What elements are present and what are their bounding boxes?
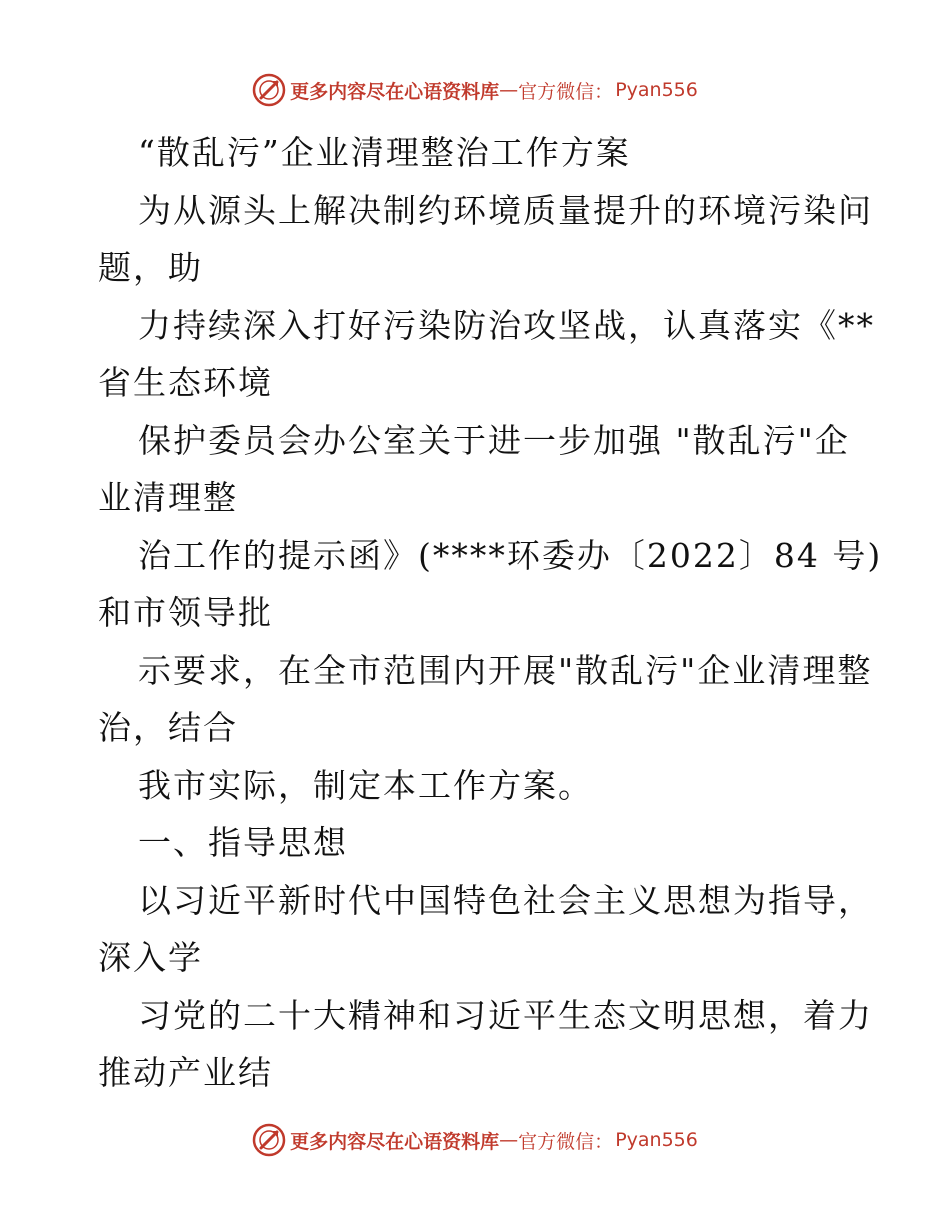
paragraph-line: 治，结合 xyxy=(98,708,238,747)
document-title: “散乱污”企业清理整治工作方案 xyxy=(138,133,631,172)
footer-banner xyxy=(0,1120,950,1160)
banner-wechat-label: 官方微信： xyxy=(518,80,614,103)
seal-logo-icon xyxy=(252,1123,286,1157)
paragraph-line: 深入学 xyxy=(98,938,203,977)
banner-dash: — xyxy=(499,79,519,101)
header-banner xyxy=(0,70,950,110)
paragraph-line: 治工作的提示函》(****环委办〔2022〕84 号) xyxy=(138,535,883,575)
paragraph-line: 业清理整 xyxy=(98,478,238,517)
banner-main-text: 更多内容尽在心语资料库 xyxy=(290,80,500,103)
document-body xyxy=(98,124,883,1102)
paragraph-line: 习党的二十大精神和习近平生态文明思想，着力 xyxy=(138,995,873,1035)
paragraph-line: 和市领导批 xyxy=(98,593,273,632)
paragraph-line: 推动产业结 xyxy=(98,1053,273,1092)
paragraph-line: 省生态环境 xyxy=(98,363,273,402)
banner-wechat-id: Pyan556 xyxy=(615,79,698,101)
banner-dash: — xyxy=(499,1129,519,1151)
banner-wechat-id: Pyan556 xyxy=(615,1129,698,1151)
paragraph-line: 我市实际，制定本工作方案。 xyxy=(138,765,593,805)
paragraph-line: 题，助 xyxy=(98,248,203,287)
banner-main-text: 更多内容尽在心语资料库 xyxy=(290,1130,500,1153)
paragraph-line: 示要求，在全市范围内开展"散乱污"企业清理整 xyxy=(138,650,873,690)
paragraph-line: 为从源头上解决制约环境质量提升的环境污染问 xyxy=(138,190,873,230)
paragraph-line: 力持续深入打好污染防治攻坚战，认真落实《** xyxy=(138,305,875,345)
banner-wechat-label: 官方微信： xyxy=(518,1130,614,1153)
section-heading: 一、指导思想 xyxy=(138,823,348,862)
paragraph-line: 保护委员会办公室关于进一步加强 "散乱污"企 xyxy=(138,420,850,460)
paragraph-line: 以习近平新时代中国特色社会主义思想为指导， xyxy=(138,880,873,920)
seal-logo-icon xyxy=(252,73,286,107)
